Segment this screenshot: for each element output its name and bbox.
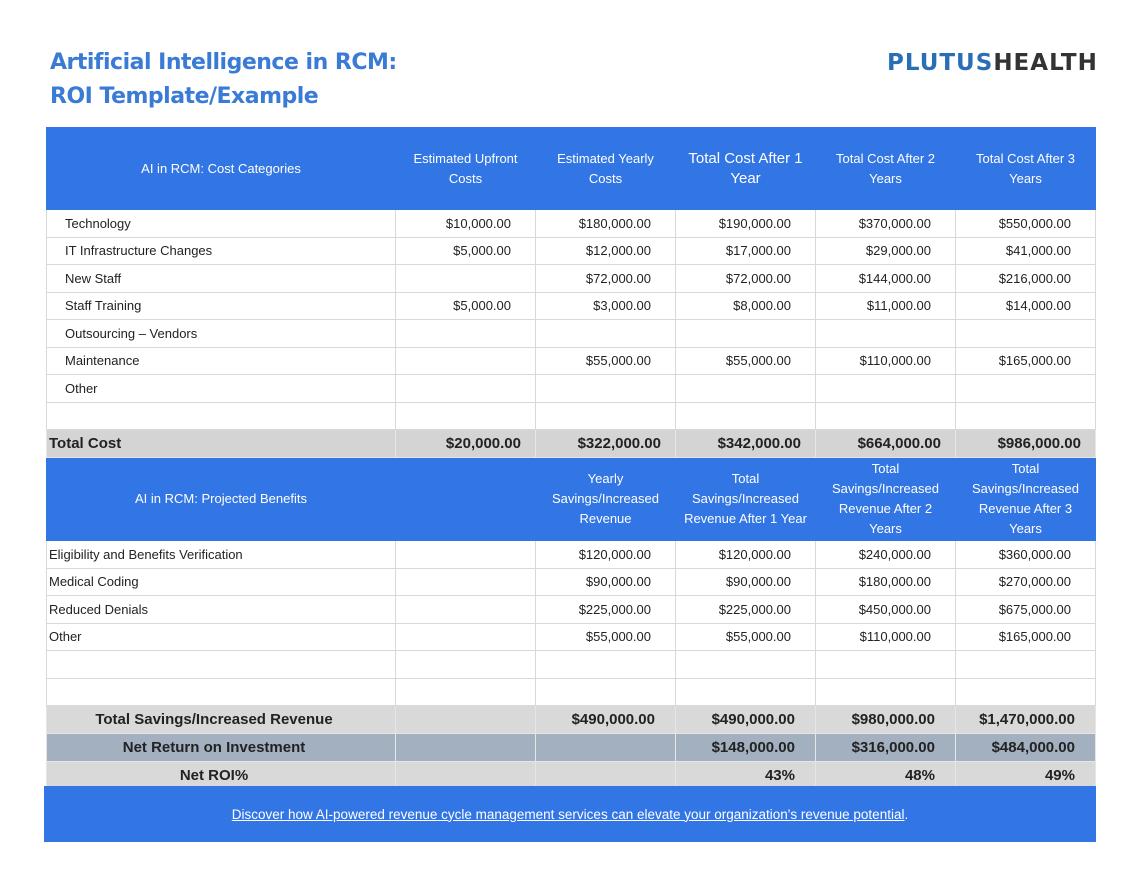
cell: Total Cost After 2 Years [816,128,956,210]
cell: $20,000.00 [396,430,536,458]
cell [676,402,816,430]
cell: $11,000.00 [816,292,956,320]
cell: $120,000.00 [536,541,676,569]
cell: $5,000.00 [396,237,536,265]
row-label: Total Cost [47,430,396,458]
cell: Total Cost After 3 Years [956,128,1096,210]
cell: $190,000.00 [676,210,816,238]
cell: $90,000.00 [676,568,816,596]
cell: $490,000.00 [676,706,816,734]
cell [396,651,536,679]
cell: $148,000.00 [676,734,816,762]
cell: $180,000.00 [816,568,956,596]
cell: Total Savings/Increased Revenue After 1 Year [676,458,816,541]
cell: $240,000.00 [816,541,956,569]
cell: $225,000.00 [536,596,676,624]
row-label: Other [47,375,396,403]
roi-table [46,127,1096,790]
cell: $180,000.00 [536,210,676,238]
cell: $370,000.00 [816,210,956,238]
footer-banner: Discover how AI-powered revenue cycle management services can elevate your organization's revenue potential. [44,786,1096,842]
cost-row [47,237,1096,265]
benefit-row [47,623,1096,651]
cell [536,678,676,706]
cell: $490,000.00 [536,706,676,734]
cost-row [47,265,1096,293]
row-label: Outsourcing – Vendors [47,320,396,348]
benefit-row [47,678,1096,706]
discover-services-link[interactable]: Discover how AI-powered revenue cycle management services can elevate your organization's revenue potential [231,806,905,822]
cell: $980,000.00 [816,706,956,734]
row-label: IT Infrastructure Changes [47,237,396,265]
cell [396,706,536,734]
page-title: Artificial Intelligence in RCM: [50,50,397,75]
cell [816,402,956,430]
plutus-health-logo: PLUTUSHEALTH [887,50,1098,76]
cell: $986,000.00 [956,430,1096,458]
benefit-row [47,651,1096,679]
cell [396,402,536,430]
cell: $165,000.00 [956,623,1096,651]
cell: $17,000.00 [676,237,816,265]
cost-row [47,292,1096,320]
cell: $72,000.00 [676,265,816,293]
cell: 49% [956,762,1096,790]
benefit-row [47,596,1096,624]
cost-row [47,320,1096,348]
cell: $342,000.00 [676,430,816,458]
benefit-header-row [47,458,1096,541]
cell [396,734,536,762]
net-return-row [47,734,1096,762]
cell [536,402,676,430]
cell: $41,000.00 [956,237,1096,265]
cell: $322,000.00 [536,430,676,458]
cell: Yearly Savings/Increased Revenue [536,458,676,541]
cell [396,596,536,624]
row-label: Total Savings/Increased Revenue [47,706,396,734]
cell: 48% [816,762,956,790]
cell [396,347,536,375]
cell: $550,000.00 [956,210,1096,238]
benefit-row [47,568,1096,596]
cell [956,375,1096,403]
row-label [47,402,396,430]
row-label: Maintenance [47,347,396,375]
cell [396,320,536,348]
cell: Total Cost After 1 Year [676,128,816,210]
cell: Estimated Upfront Costs [396,128,536,210]
cell: $270,000.00 [956,568,1096,596]
cell: $55,000.00 [676,347,816,375]
cell [536,320,676,348]
cell: $216,000.00 [956,265,1096,293]
cost-row [47,347,1096,375]
cell: $10,000.00 [396,210,536,238]
cell [396,265,536,293]
row-label: Staff Training [47,292,396,320]
cell [536,651,676,679]
cell [816,320,956,348]
cell [676,320,816,348]
cell [816,651,956,679]
row-label: Technology [47,210,396,238]
cell: $675,000.00 [956,596,1096,624]
cell [676,375,816,403]
row-label: Other [47,623,396,651]
row-label: Medical Coding [47,568,396,596]
cell: $225,000.00 [676,596,816,624]
total-savings-row [47,706,1096,734]
cell: $55,000.00 [536,347,676,375]
cell: $360,000.00 [956,541,1096,569]
cell: $29,000.00 [816,237,956,265]
cell [816,375,956,403]
cell: $55,000.00 [676,623,816,651]
cell: $8,000.00 [676,292,816,320]
benefit-row [47,541,1096,569]
cell: $1,470,000.00 [956,706,1096,734]
cell: $120,000.00 [676,541,816,569]
cell [396,623,536,651]
cell: $12,000.00 [536,237,676,265]
cell: $55,000.00 [536,623,676,651]
cell: $144,000.00 [816,265,956,293]
cell [816,678,956,706]
cell [536,734,676,762]
cell: $165,000.00 [956,347,1096,375]
cost-row [47,210,1096,238]
row-label [47,678,396,706]
cell [396,375,536,403]
cell: Total Savings/Increased Revenue After 3 Years [956,458,1096,541]
cell [396,458,536,541]
total-cost-row [47,430,1096,458]
cell: $3,000.00 [536,292,676,320]
cell: $90,000.00 [536,568,676,596]
cell [676,678,816,706]
cell [956,320,1096,348]
cell [396,678,536,706]
page-subtitle: ROI Template/Example [50,84,319,109]
cell: $5,000.00 [396,292,536,320]
cell [956,402,1096,430]
cell: $110,000.00 [816,347,956,375]
cell [956,678,1096,706]
row-label: Eligibility and Benefits Verification [47,541,396,569]
cell [396,568,536,596]
cost-row [47,375,1096,403]
cell [396,541,536,569]
cell: Total Savings/Increased Revenue After 2 Years [816,458,956,541]
cell: $450,000.00 [816,596,956,624]
cell: $664,000.00 [816,430,956,458]
row-label: Reduced Denials [47,596,396,624]
row-label: New Staff [47,265,396,293]
row-label: Net ROI% [47,762,396,790]
cell: $316,000.00 [816,734,956,762]
cell: $110,000.00 [816,623,956,651]
row-label: AI in RCM: Cost Categories [47,128,396,210]
row-label: AI in RCM: Projected Benefits [47,458,396,541]
cell: $14,000.00 [956,292,1096,320]
cell: $72,000.00 [536,265,676,293]
cell [536,375,676,403]
row-label [47,651,396,679]
cell: $484,000.00 [956,734,1096,762]
cell [956,651,1096,679]
cost-header-row [47,128,1096,210]
cell: 43% [676,762,816,790]
cell [676,651,816,679]
row-label: Net Return on Investment [47,734,396,762]
cell: Estimated Yearly Costs [536,128,676,210]
cost-row [47,402,1096,430]
